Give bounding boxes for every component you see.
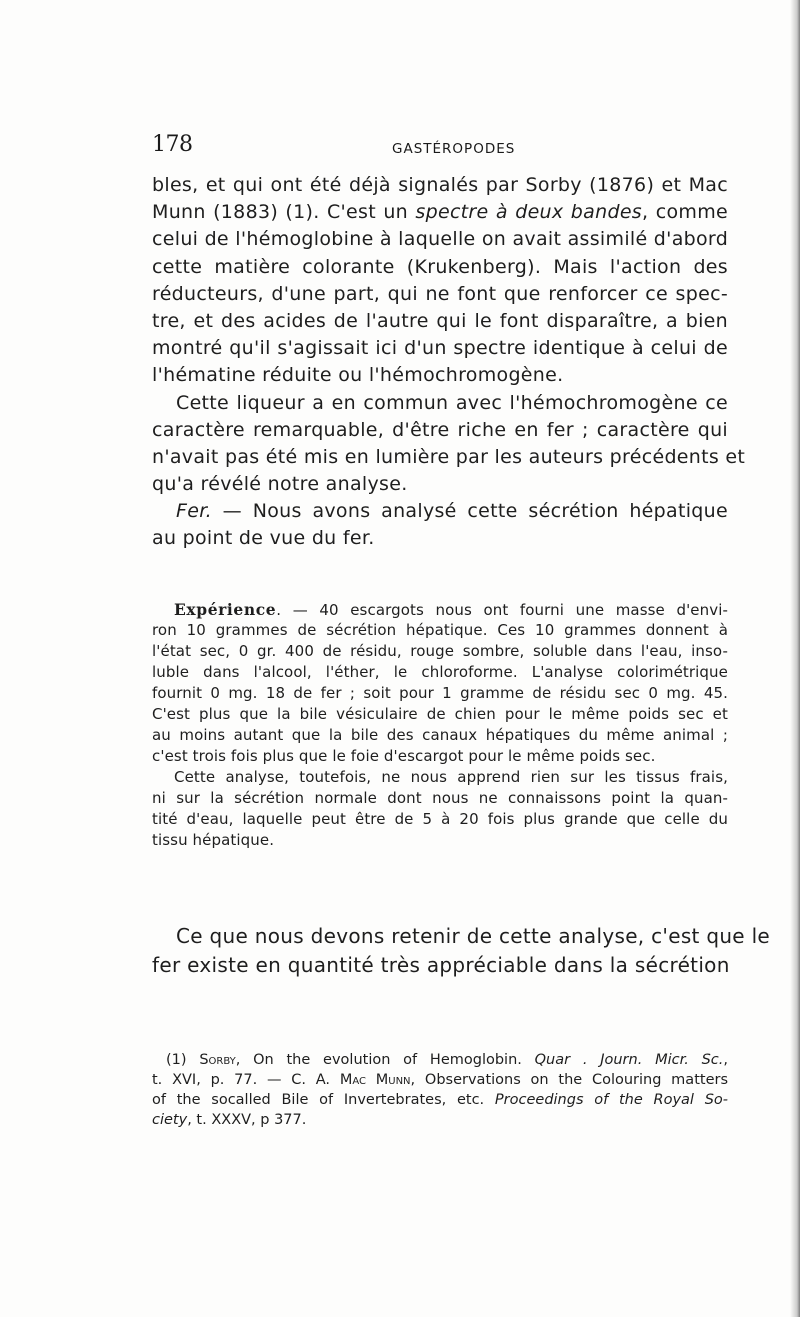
footnote-author: Sorby [199,1052,236,1068]
text-line: Cette analyse, toutefois, ne nous apprend rien sur les tissus frais, [174,768,728,786]
text-line: fournit 0 mg. 18 de fer ; soit pour 1 gramme de résidu sec 0 mg. 45. [152,684,728,702]
text-line: réducteurs, d'une part, qui ne font que renforcer ce spec- [152,282,728,305]
footnote [152,1050,728,1130]
text-line: caractère remarquable, d'être riche en fer ; caractère qui [152,418,728,441]
text-line: Expérience. — 40 escargots nous ont fourni une masse d'envi- [174,600,728,619]
text-line: Cette liqueur a en commun avec l'hémochromogène ce [176,391,728,414]
journal-title: Proceedings of the Royal So- [494,1092,729,1108]
running-title: GASTÉROPODES [392,141,516,157]
text-line: au point de vue du fer. [152,527,375,550]
text-line: luble dans l'alcool, l'éther, le chloroforme. L'analyse colorimétrique [152,663,728,681]
text-line: tité d'eau, laquelle peut être de 5 à 20 fois plus grande que celle du [152,810,728,828]
text-line: Ce que nous devons retenir de cette analyse, c'est que le [176,924,771,948]
text-line: ron 10 grammes de sécrétion hépatique. Ces 10 grammes donnent à [152,621,728,639]
text-line: montré qu'il s'agissait ici d'un spectre identique à celui de [152,337,728,360]
footnote-line: ciety, t. XXXV, p 377. [152,1112,307,1128]
journal-title: Quar . Journ. Micr. Sc. [534,1052,724,1068]
text-line: au moins autant que la bile des canaux hépatiques du même animal ; [152,726,728,744]
text-line: l'hématine réduite ou l'hémochromogène. [152,364,564,387]
footnote-author: Mac Munn [339,1072,411,1088]
experience-heading: Expérience [174,600,277,619]
text-line: c'est trois fois plus que le foie d'escargot pour le même poids sec. [152,747,656,765]
footnote-line: of the socalled Bile of Invertebrates, etc. Proceedings of the Royal So- [152,1092,729,1108]
text-line: tissu hépatique. [152,831,275,849]
text-line: l'état sec, 0 gr. 400 de résidu, rouge sombre, soluble dans l'eau, inso- [152,642,728,660]
footnote-line: t. XVI, p. 77. — C. A. Mac Munn, Observations on the Colouring matters [152,1072,729,1088]
page-header [152,132,712,158]
emphasis: spectre à deux bandes [415,201,643,224]
text-line: fer existe en quantité très appréciable dans la sécrétion [152,953,730,977]
text-line: bles, et qui ont été déjà signalés par Sorby (1876) et Mac [152,174,728,196]
text-line: Fer. — Nous avons analysé cette sécrétion hépatique [176,500,728,523]
text-line: n'avait pas été mis en lumière par les auteurs précédents et [152,445,746,468]
journal-title: ciety [152,1112,188,1128]
text-line: Munn (1883) (1). C'est un spectre à deux bandes, comme [152,201,728,224]
text-line: qu'a révélé notre analyse. [152,473,408,496]
section-lead-fer: Fer. [176,500,212,523]
experience-paragraph [152,599,728,851]
page-number: 178 [152,132,193,157]
text-line: C'est plus que la bile vésiculaire de chien pour le même poids sec et [152,705,728,723]
text-line: cette matière colorante (Krukenberg). Mais l'action des [152,255,728,278]
page-edge-shadow [790,0,800,1317]
text-line: tre, et des acides de l'autre qui le font disparaître, a bien [152,309,728,332]
main-paragraphs [152,172,746,553]
footnote-line: (1) Sorby, On the evolution of Hemoglobin. Quar . Journ. Micr. Sc., [166,1052,728,1068]
conclusion-paragraph [152,922,771,980]
text-line: ni sur la sécrétion normale dont nous ne connaissons point la quan- [152,789,728,807]
text-line: celui de l'hémoglobine à laquelle on avait assimilé d'abord [152,228,729,251]
